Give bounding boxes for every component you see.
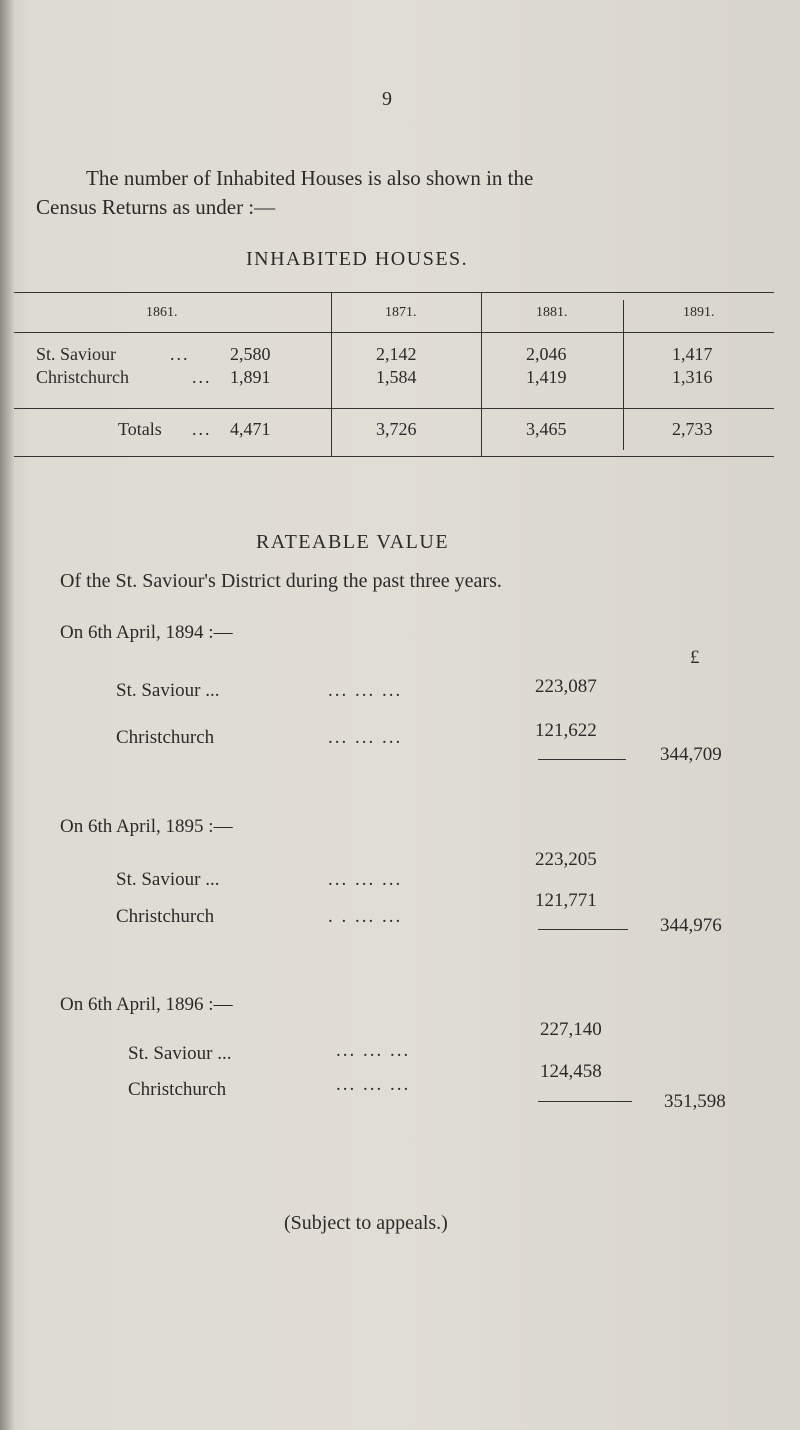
table-bottom-rule: [14, 456, 774, 457]
total-1861: 4,471: [230, 419, 271, 439]
period-date: On 6th April, 1895 :—: [60, 816, 233, 837]
item-leader-dots: ... ... ...: [328, 680, 403, 701]
currency-symbol: £: [690, 647, 700, 668]
item-value: 121,771: [535, 890, 597, 911]
item-value: 223,205: [535, 849, 597, 870]
inhabited-houses-title: INHABITED HOUSES.: [246, 248, 469, 270]
subtotal-rule: [538, 1101, 632, 1102]
rateable-value-subtitle: Of the St. Saviour's District during the past three years.: [60, 570, 502, 592]
item-leader-dots: . . ... ...: [328, 906, 403, 927]
cell-1891: 1,316: [672, 367, 713, 387]
page-binding-edge: [0, 0, 14, 1430]
header-1881: 1881.: [536, 305, 568, 320]
item-leader-dots: ... ... ...: [328, 869, 403, 890]
period-date: On 6th April, 1896 :—: [60, 994, 233, 1015]
header-1891: 1891.: [683, 305, 715, 320]
total-1871: 3,726: [376, 419, 417, 439]
totals-leader-dots: ...: [192, 419, 212, 439]
item-value: 121,622: [535, 720, 597, 741]
item-value: 223,087: [535, 676, 597, 697]
row-label: Christchurch: [36, 367, 129, 387]
header-1861: 1861.: [146, 305, 178, 320]
intro-paragraph: [36, 164, 746, 222]
cell-1881: 1,419: [526, 367, 567, 387]
item-label: Christchurch: [116, 906, 215, 927]
rateable-value-title: RATEABLE VALUE: [256, 531, 450, 553]
item-leader-dots: ... ... ...: [328, 727, 403, 748]
cell-1871: 2,142: [376, 344, 417, 364]
period-date: On 6th April, 1894 :—: [60, 622, 233, 643]
item-label: St. Saviour ...: [116, 869, 220, 890]
intro-line-1: The number of Inhabited Houses is also shown in the: [86, 166, 534, 190]
page-number: 9: [382, 88, 392, 110]
item-leader-dots: ... ... ...: [336, 1074, 411, 1095]
period-total: 351,598: [664, 1091, 726, 1112]
table-top-rule: [14, 292, 774, 293]
subtotal-rule: [538, 759, 626, 760]
table-header-rule: [14, 332, 774, 333]
cell-1871: 1,584: [376, 367, 417, 387]
cell-1891: 1,417: [672, 344, 713, 364]
table-col-divider-1: [331, 292, 332, 456]
table-col-divider-2: [481, 292, 482, 456]
row-label: St. Saviour: [36, 344, 117, 364]
total-1881: 3,465: [526, 419, 567, 439]
item-value: 124,458: [540, 1061, 602, 1082]
item-label: Christchurch: [116, 727, 215, 748]
table-col-divider-3: [623, 300, 624, 450]
intro-line-2: Census Returns as under :—: [36, 195, 276, 219]
row-leader-dots: ...: [170, 344, 190, 364]
cell-1861: 2,580: [230, 344, 271, 364]
item-label: Christchurch: [128, 1079, 227, 1100]
item-label: St. Saviour ...: [128, 1043, 232, 1064]
table-totals-rule: [14, 408, 774, 409]
row-leader-dots: ...: [192, 367, 212, 387]
cell-1861: 1,891: [230, 367, 271, 387]
total-1891: 2,733: [672, 419, 713, 439]
totals-label: Totals: [118, 419, 162, 439]
period-total: 344,976: [660, 915, 722, 936]
cell-1881: 2,046: [526, 344, 567, 364]
item-label: St. Saviour ...: [116, 680, 220, 701]
period-total: 344,709: [660, 744, 722, 765]
subtotal-rule: [538, 929, 628, 930]
header-1871: 1871.: [385, 305, 417, 320]
item-leader-dots: ... ... ...: [336, 1040, 411, 1061]
footnote: (Subject to appeals.): [284, 1212, 448, 1234]
item-value: 227,140: [540, 1019, 602, 1040]
